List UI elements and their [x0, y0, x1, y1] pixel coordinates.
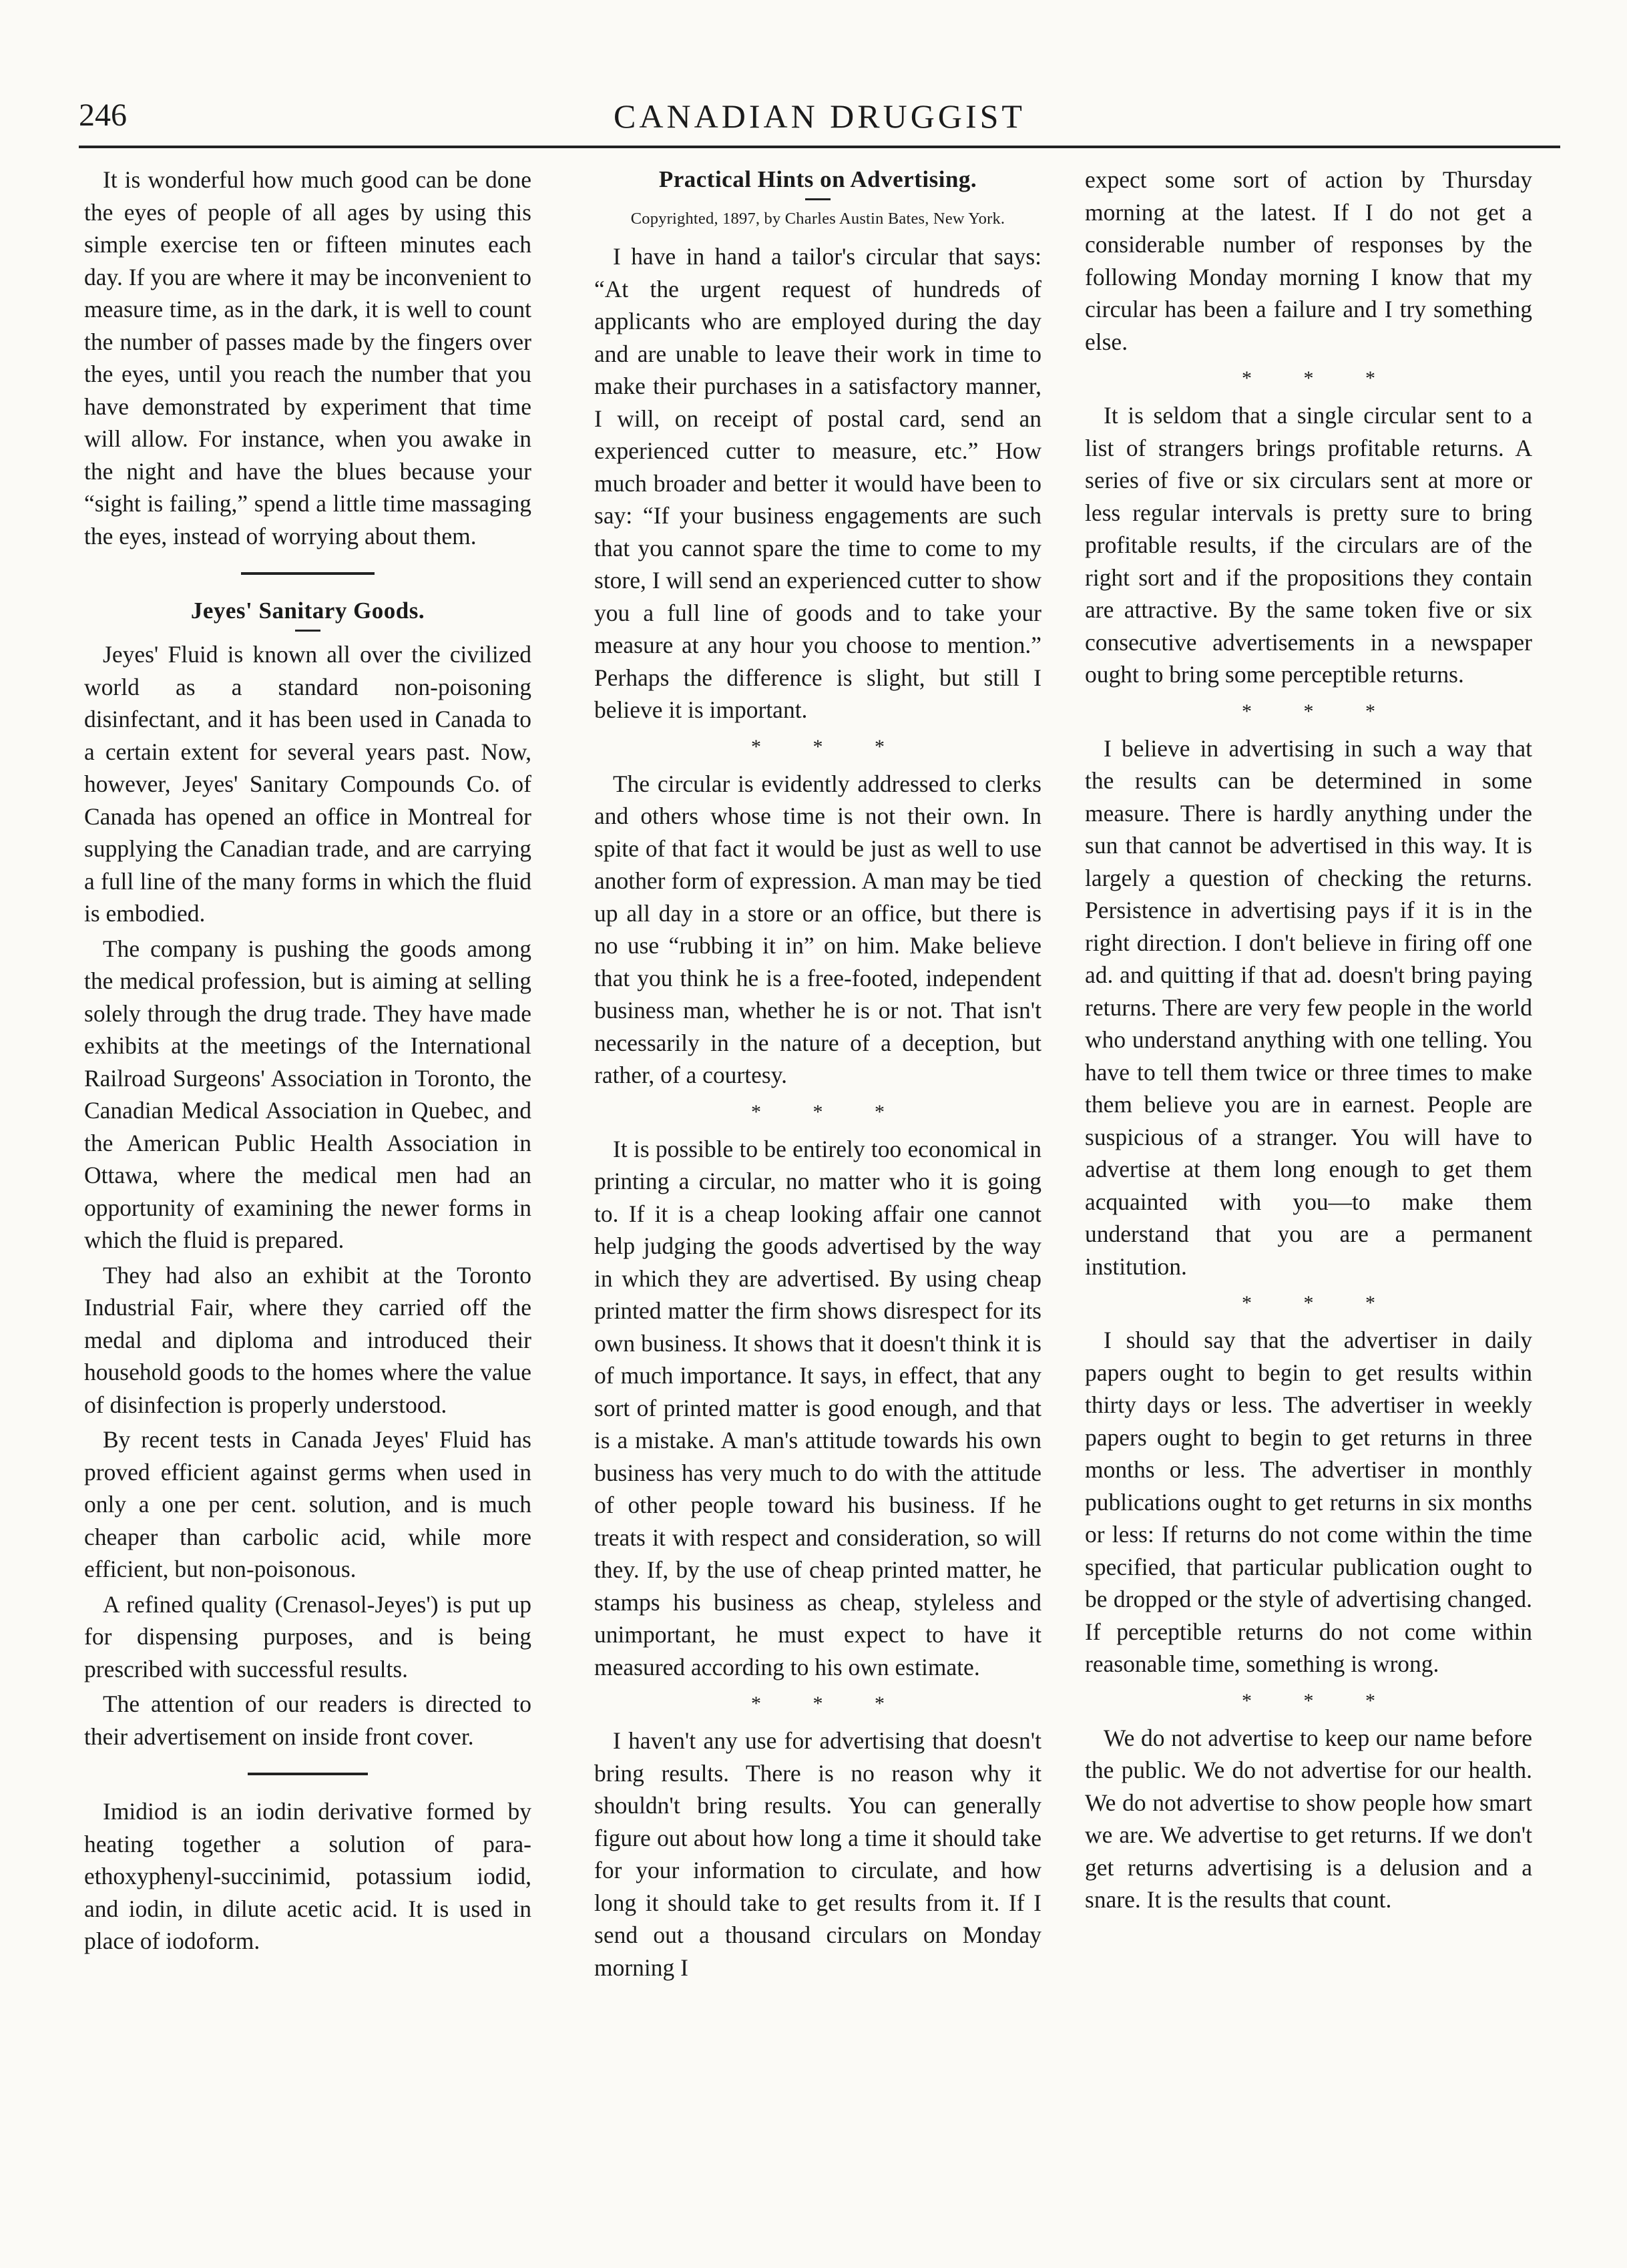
jeyes-paragraph: A refined quality (Crenasol-Jeyes') is put up for dispensing purposes, and is being prescribed with successful results. [84, 1590, 531, 1682]
heading-dash [295, 630, 320, 632]
journal-title: CANADIAN DRUGGIST [614, 97, 1025, 135]
jeyes-paragraph: The company is pushing the goods among the medical profession, but is aiming at selling solely through the drug trade. They have made exhibits at the meetings of the International Railroad Surgeons' Association in Toronto, the Canadian Medical Association in Quebec, and the American Public Health Association in Ottawa, where the medical men had an opportunity of examining the newer forms in which the fluid is prepared. [84, 935, 531, 1253]
jeyes-paragraph: They had also an exhibit at the Toronto Industrial Fair, where they carried off the medal and diploma and introduced their household goods to the homes where the value of disinfection is properly understood. [84, 1261, 531, 1418]
advertising-paragraph: It is possible to be entirely too economical in printing a circular, no matter who it is going to. If it is a cheap looking affair one cannot help judging the goods advertised by the way in which they are advertised. By using cheap printed matter the firm shows disrespect for its own business. It shows that it doesn't think it is of much importance. It says, in effect, that any sort of printed matter is good enough, and that is a mistake. A man's attitude towards his own business has very much to do with the attitude of other people toward his business. If he treats it with respect and consideration, so will they. If, by the use of cheap printed matter, he stamps his business as cheap, styleless and unimportant, he must expect to have it measured according to his own estimate. [594, 1135, 1041, 1680]
star-separator: * * * [751, 735, 885, 758]
jeyes-paragraph: The attention of our readers is directed to their advertisement on inside front cover. [84, 1690, 531, 1750]
advertising-paragraph: I should say that the advertiser in daily papers ought to begin to get results within thirty days or less. The advertiser in weekly papers ought to begin to get returns in three months or less. The advertiser in monthly publications ought to get returns in six months or less: If returns do not come within the time specified, that particular publication ought to be dropped or the style of advertising changed. If perceptible returns do not come within reasonable time, something is wrong. [1085, 1327, 1532, 1677]
copyright-line: Copyrighted, 1897, by Charles Austin Bates, New York. [630, 210, 1005, 228]
advertising-paragraph: The circular is evidently addressed to clerks and others whose time is not their own. In spite of that fact it would be just as well to use another form of expression. A man may be tied up all day in a store or an office, but there is no use “rubbing it in” on him. Make believe that you think he is a free-footed, independent business man, whether he is or not. That isn't necessarily in the nature of a deception, but rather, of a courtesy. [594, 770, 1041, 1088]
header-rule [79, 146, 1560, 148]
middle-column [594, 164, 1041, 1984]
star-separator: * * * [1242, 1292, 1375, 1314]
star-separator: * * * [751, 1692, 885, 1715]
page-header [79, 97, 1560, 138]
advertising-heading: Practical Hints on Advertising. [658, 166, 977, 192]
page-number: 246 [79, 97, 127, 133]
advertising-paragraph: I haven't any use for advertising that doesn't bring results. There is no reason why it shouldn't bring results. You can generally figure out about how long a time it should take for your information to circulate, and how long it should take to get results from it. If I send out a thousand circulars on Monday morning I [594, 1727, 1041, 1981]
eye-exercise-paragraph: It is wonderful how much good can be done the eyes of people of all ages by using this simple exercise ten or fifteen minutes each day. If you are where it may be inconvenient to measure time, as in the dark, it is well to count the number of passes made by the fingers over the eyes, until you reach the number that you have demonstrated by experiment that time will allow. For instance, when you awake in the night and have the blues because your “sight is failing,” spend a little time massaging the eyes, instead of worrying about them. [84, 166, 531, 549]
advertising-paragraph: We do not advertise to keep our name before the public. We do not advertise for our health. We do not advertise to show people how smart we are. We advertise to get returns. If we don't get returns advertising is a delusion and a snare. It is the results that count. [1085, 1724, 1532, 1913]
advertising-paragraph: I have in hand a tailor's circular that says: “At the urgent request of hundreds of applicants who are employed during the day and are unable to leave their work in time to make their purchases in a satisfactory manner, I will, on receipt of postal card, send an experienced cutter to measure, etc.” How much broader and better it would have been to say: “If your business engagements are such that you cannot spare the time to come to my store, I will send an experienced cutter to show you a full line of goods and to take your measure at any hour you choose to mention.” Perhaps the difference is slight, but still I believe it is important. [594, 243, 1041, 723]
star-separator: * * * [751, 1100, 885, 1123]
section-divider [241, 572, 375, 575]
right-column [1085, 164, 1532, 1916]
star-separator: * * * [1242, 700, 1375, 722]
heading-dash [805, 198, 831, 200]
section-divider [248, 1773, 368, 1775]
left-column [84, 164, 531, 1958]
star-separator: * * * [1242, 367, 1375, 389]
star-separator: * * * [1242, 1689, 1375, 1712]
advertising-paragraph: I believe in advertising in such a way that the results can be determined in some measure. There is hardly anything under the sun that cannot be advertised in this way. It is largely a question of checking the returns. Persistence in advertising pays if it is in the right direction. I don't believe in firing off one ad. and quitting if that ad. doesn't bring paying returns. There are very few people in the world who understand anything with one telling. You have to tell them twice or three times to make them believe you are in earnest. People are suspicious of a stranger. You will have to advertise at them long enough to get them acquainted with you—to make them understand that you are a permanent institution. [1085, 734, 1532, 1280]
jeyes-heading: Jeyes' Sanitary Goods. [190, 598, 425, 624]
advertising-paragraph: expect some sort of action by Thursday morning at the latest. If I do not get a considerable number of responses by the following Monday morning I know that my circular has been a failure and I try something else. [1085, 166, 1532, 355]
jeyes-paragraph: By recent tests in Canada Jeyes' Fluid has proved efficient against germs when used in only a one per cent. solution, and is much cheaper than carbolic acid, while more efficient, but non-poisonous. [84, 1426, 531, 1582]
advertising-paragraph: It is seldom that a single circular sent to a list of strangers brings profitable returns. A series of five or six circulars sent at more or less regular intervals is pretty sure to bring profitable results, if the circulars are of the right sort and if the propositions they contain are attractive. By the same token five or six consecutive advertisements in a newspaper ought to bring some perceptible returns. [1085, 402, 1532, 688]
imidiod-paragraph: Imidiod is an iodin derivative formed by heating together a solution of para-ethoxyphenyl-succinimid, potassium iodid, and iodin, in dilute acetic acid. It is used in place of iodoform. [84, 1798, 531, 1954]
jeyes-paragraph: Jeyes' Fluid is known all over the civilized world as a standard non-poisoning disinfectant, and it has been used in Canada to a certain extent for several years past. Now, however, Jeyes' Sanitary Compounds Co. of Canada has opened an office in Montreal for supplying the Canadian trade, and are carrying a full line of the many forms in which the fluid is embodied. [84, 641, 531, 927]
